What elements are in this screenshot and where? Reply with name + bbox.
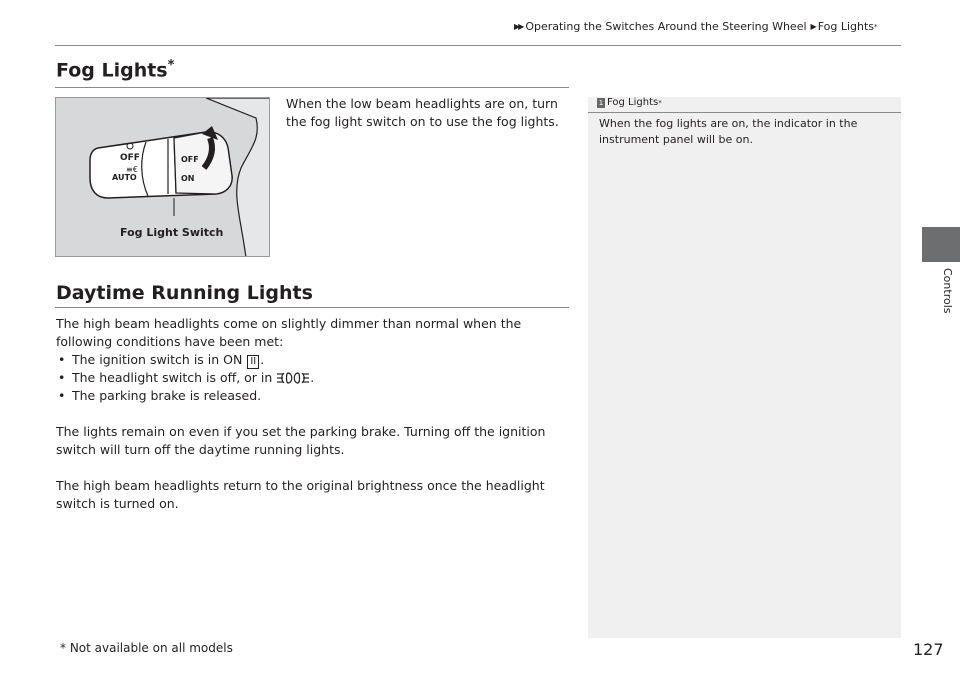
chapter-tab[interactable] <box>922 227 960 262</box>
drl-intro: The high beam headlights come on slightly dimmer than normal when the following conditions have been met: <box>56 316 522 349</box>
header-rule <box>55 45 901 46</box>
chapter-label-text: Controls <box>941 268 954 314</box>
section-rule <box>55 87 569 88</box>
parking-lamp-icon <box>276 371 310 385</box>
ignition-key-icon: II <box>247 355 259 369</box>
section-title-fog-lights <box>56 58 174 81</box>
bullet2-text: The headlight switch is off, or in <box>72 370 277 385</box>
list-item <box>56 387 570 405</box>
drl-conditions-list <box>56 351 570 405</box>
sidebar-title-mark: * <box>658 98 662 107</box>
bullet1-text: The ignition switch is in ON <box>72 352 247 367</box>
figure-label-auto: AUTO <box>112 173 137 182</box>
figure-label-off: OFF <box>120 153 140 163</box>
list-item <box>56 369 570 387</box>
chapter-label <box>926 268 954 328</box>
list-item <box>56 351 570 369</box>
section-title-text: Fog Lights <box>56 59 168 82</box>
double-chevron-icon: ▶▶ <box>514 22 523 31</box>
section-rule-2 <box>55 307 569 308</box>
figure-label-off2: OFF <box>181 155 199 164</box>
breadcrumb-mark: * <box>874 22 878 31</box>
sidebar-title-text: Fog Lights <box>607 97 659 108</box>
figure-caption: Fog Light Switch <box>120 226 224 239</box>
footnote: * Not available on all models <box>60 641 233 655</box>
chevron-icon: ▶ <box>810 22 815 31</box>
fog-light-switch-figure <box>55 97 270 257</box>
sidebar-note <box>588 97 901 638</box>
breadcrumb-section: Operating the Switches Around the Steering Wheel <box>525 20 807 33</box>
reference-number-icon: 1 <box>598 98 604 107</box>
sidebar-note-text: When the fog lights are on, the indicator in the instrument panel will be on. <box>599 117 858 146</box>
bullet2-end: . <box>310 370 315 385</box>
fog-lights-intro: When the low beam headlights are on, turn the fog light switch on to use the fog lights. <box>286 96 559 129</box>
bullet3-text: The parking brake is released. <box>72 388 262 403</box>
svg-text:≡€: ≡€ <box>126 165 138 174</box>
breadcrumb-page: Fog Lights <box>817 20 875 33</box>
sidebar-rule <box>588 112 901 113</box>
drl-paragraph-2: The lights remain on even if you set the parking brake. Turning off the ignition switch will turn off the daytime running lights. <box>56 424 546 457</box>
breadcrumb <box>514 20 878 33</box>
section-title-mark: * <box>167 58 175 73</box>
section-title-daytime-running-lights: Daytime Running Lights <box>56 282 313 304</box>
bullet1-end: . <box>260 352 265 367</box>
figure-label-on: ON <box>181 174 195 183</box>
drl-paragraph-3: The high beam headlights return to the original brightness once the headlight switch is turned on. <box>56 478 545 511</box>
daytime-running-lights-body <box>56 315 570 531</box>
page-number: 127 <box>913 640 944 659</box>
sidebar-note-title <box>597 97 662 108</box>
